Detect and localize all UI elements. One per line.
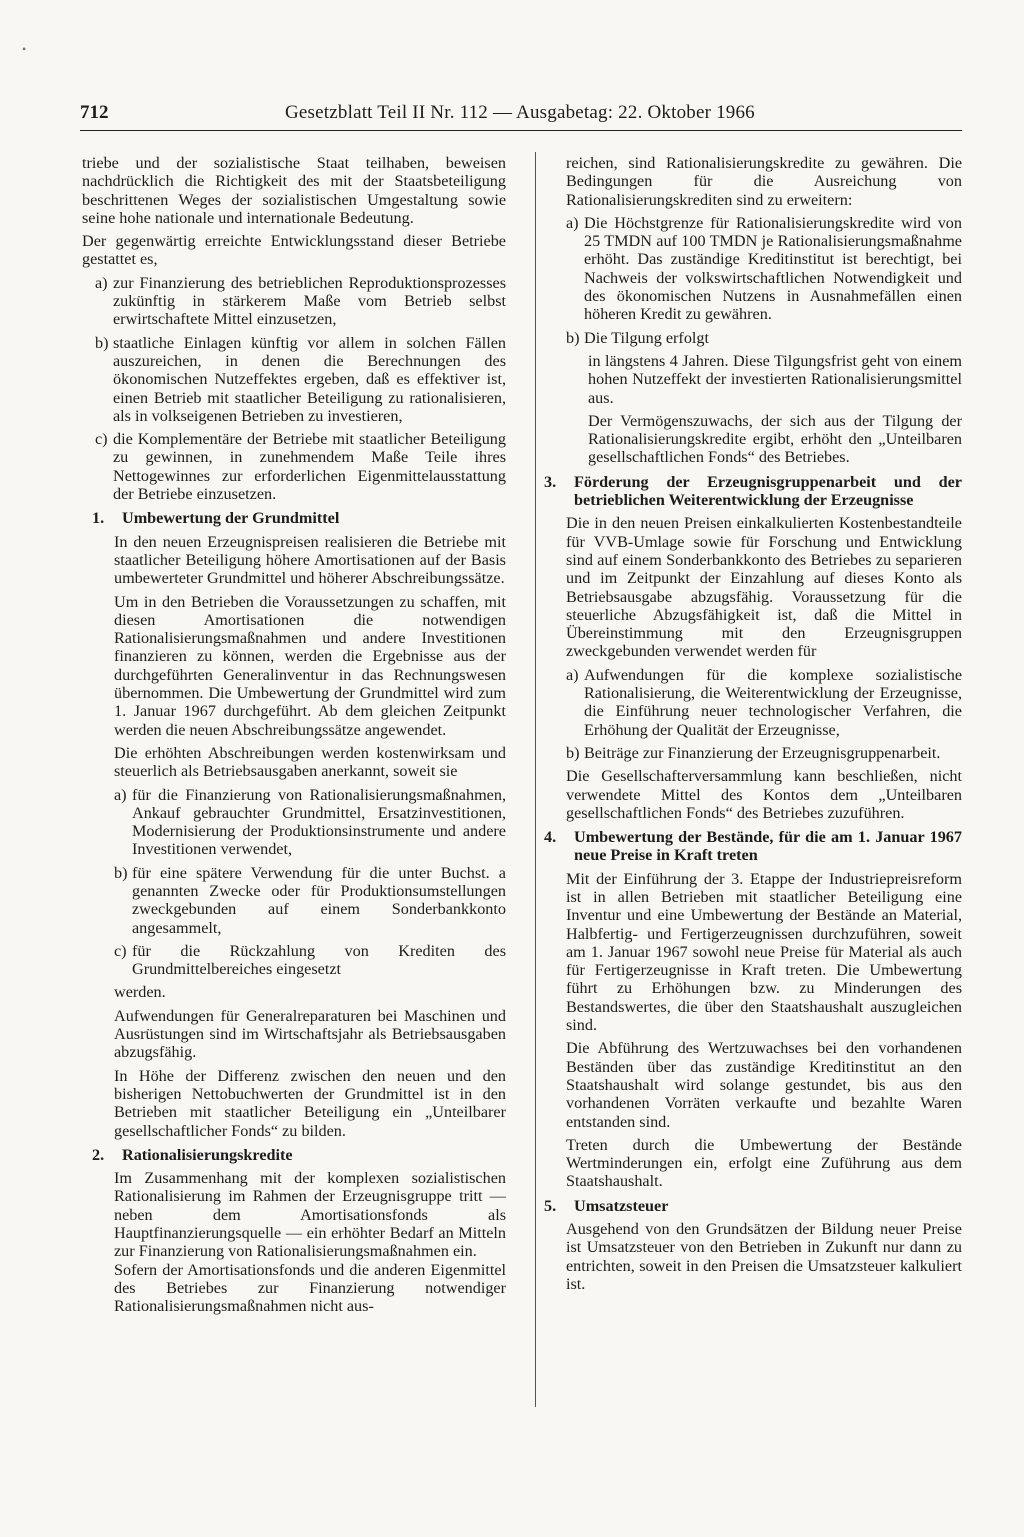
header-title: Gesetzblatt Teil II Nr. 112 — Ausgabetag: 22. Oktober 1966 [285, 102, 755, 123]
right-column [544, 154, 962, 1298]
paragraph: In Höhe der Differenz zwischen den neuen und den bisherigen Nettobuchwerten der Grundmittel ist in den Betrieben mit staatlicher Beteiligung ein „Unteilbarer gesellschaftlicher Fonds“ zu bilden. [114, 1066, 506, 1140]
paragraph: Ausgehend von den Grundsätzen der Bildung neuer Preise ist Umsatzsteuer von den Betrieben in Zukunft nur dann zu entrichten, soweit in den Preisen die Umsatzsteuer kalkuliert ist. [566, 1220, 962, 1293]
paragraph: Mit der Einführung der 3. Etappe der Industriepreisreform ist in allen Betrieben mit staatlicher Beteiligung eine Inventur und eine Umbewertung der Bestände an Material, Halbfertig- und Fertigerzeugnissen durchzuführen, soweit am 1. Januar 1967 sowohl neue Preise für Material als auch für Fertigerzeugnisse in Kraft treten. Die Umbewertung führt zu Erhöhungen bzw. zu Minderungen des Bestandswertes, die über den Staatshaushalt auszugleichen sind. [566, 869, 962, 1035]
intro-paragraph: triebe und der sozialistische Staat teilhaben, beweisen nachdrücklich die Richtigkeit des mit der Staatsbeteiligung beschrittenen Weges der sozialistischen Umgestaltung sowie seine hohe nationale und internationale Bedeutung. [82, 154, 506, 227]
column-divider [535, 152, 536, 1407]
paragraph: Um in den Betrieben die Voraussetzungen zu schaffen, mit diesen Amortisationen die notwendigen Rationalisierungsmaßnahmen und andere Investitionen finanzieren zu können, werden die Ergebnisse aus der durchgeführten Generalinventur in das Rechnungswesen übernommen. Die Umbewertung der Grundmittel wird zum 1. Januar 1967 durchgeführt. Ab dem gleichen Zeitpunkt werden die neuen Abschreibungssätze angewendet. [114, 592, 506, 739]
paragraph: Sofern der Amortisationsfonds und die anderen Eigenmittel des Betriebes zur Finanzierung notwendiger Rationalisierungsmaßnahmen nicht aus- [114, 1260, 506, 1316]
page-number: 712 [80, 102, 109, 123]
list-item: c) für die Rückzahlung von Krediten des Grundmittelbereiches eingesetzt [114, 941, 506, 979]
paragraph: Treten durch die Umbewertung der Bestände Wertminderungen ein, erfolgt eine Zuführung aus dem Staatshaushalt. [566, 1135, 962, 1191]
section-4 [544, 828, 962, 1191]
section-heading: 2. Rationalisierungskredite [92, 1145, 293, 1164]
paragraph: Aufwendungen für Generalreparaturen bei Maschinen und Ausrüstungen sind im Wirtschaftsjahr als Betriebsausgaben abzugsfähig. [114, 1006, 506, 1062]
list-item: a) zur Finanzierung des betrieblichen Reproduktionsprozesses zukünftig in stärkerem Maße vom Betrieb selbst erwirtschaftete Mittel einzusetzen, [95, 273, 506, 329]
section-2 [82, 1146, 506, 1316]
paragraph: Die Abführung des Wertzuwachses bei den vorhandenen Beständen über das zuständige Kreditinstitut an den Staatshaushalt wird solange gestundet, bis aus den vorhandenen Vorräten verkaufte und bezahlte Waren entstanden sind. [566, 1039, 962, 1131]
paragraph: reichen, sind Rationalisierungskredite zu gewähren. Die Bedingungen für die Ausreichung von Rationalisierungskrediten sind zu erweitern: [566, 154, 962, 209]
list-item: b) Die Tilgung erfolgt [566, 328, 710, 347]
list-item: b) staatliche Einlagen künftig vor allem in solchen Fällen auszureichen, in denen die Berechnungen des ökonomischen Nutzeffektes ergeben, daß es effektiver ist, einen Betrieb mit staatlicher Beteiligung zu rationalisieren, als in volkseigenen Betrieben zu investieren, [95, 333, 506, 425]
section-heading: 4. Umbewertung der Bestände, für die am 1. Januar 1967 neue Preise in Kraft treten [544, 828, 962, 865]
paragraph: werden. [114, 983, 166, 1002]
paragraph: Die in den neuen Preisen einkalkulierten Kostenbestandteile für VVB-Umlage sowie für Forschung und Entwicklung sind auf einem Sonderbankkonto des Betriebes zu separieren und im Zeitpunkt der Einzahlung auf dieses Konto als Betriebsausgabe abzugsfähig. Voraussetzung für die steuerliche Abzugsfähigkeit ist, daß die Mittel in Übereinstimmung mit den Erzeugnisgruppen zweckgebunden verwendet werden für [566, 514, 962, 661]
paragraph: Die Gesellschafterversammlung kann beschließen, nicht verwendete Mittel des Kontos dem „Unteilbaren gesellschaftlichen Fonds“ des Betriebes zuzuführen. [566, 767, 962, 822]
left-column [82, 154, 506, 1321]
page-header [80, 100, 962, 131]
list-item: b) Beiträge zur Finanzierung der Erzeugnisgruppenarbeit. [566, 743, 941, 762]
section-3 [544, 472, 962, 822]
section-5 [544, 1196, 962, 1293]
section-body [114, 1169, 506, 1315]
paragraph: Der gegenwärtig erreichte Entwicklungsstand dieser Betriebe gestattet es, [82, 232, 506, 269]
paragraph: Der Vermögenszuwachs, der sich aus der Tilgung der Rationalisierungskredite ergibt, erhöht den „Unteilbaren gesellschaftlichen Fonds“ des Betriebes. [588, 411, 962, 467]
paragraph: In den neuen Erzeugnispreisen realisieren die Betriebe mit staatlicher Beteiligung höhere Amortisationen auf der Basis umbewerteter Grundmittel und höherer Abschreibungssätze. [114, 532, 506, 588]
section-heading: 1. Umbewertung der Grundmittel [92, 509, 340, 528]
section-heading: 5. Umsatzsteuer [544, 1196, 669, 1215]
section-body [114, 533, 506, 1140]
paragraph: Die erhöhten Abschreibungen werden kostenwirksam und steuerlich als Betriebsausgaben anerkannt, soweit sie [114, 743, 506, 781]
list-item: b) für eine spätere Verwendung für die unter Buchst. a genannten Zwecke oder für Produktionsumstellungen zweckgebunden auf einem Sonderbankkonto angesammelt, [114, 863, 506, 937]
section-heading: 3. Förderung der Erzeugnisgruppenarbeit und der betrieblichen Weiterentwicklung der Erzeugnisse [544, 472, 962, 510]
section-1 [82, 509, 506, 1140]
scan-mark: • [22, 42, 27, 56]
list-item: a) Aufwendungen für die komplexe sozialistische Rationalisierung, die Weiterentwicklung der Erzeugnisse, die Einführung neuer technologischer Verfahren, die Erhöhung der Qualität der Erzeugnisse, [566, 665, 962, 739]
paragraph: Im Zusammenhang mit der komplexen sozialistischen Rationalisierung im Rahmen der Erzeugnisgruppe tritt — neben dem Amortisationsfonds als Hauptfinanzierungsquelle — ein erhöhter Bedarf an Mitteln zur Finanzierung von Rationalisierungsmaßnahmen ein. [114, 1169, 506, 1261]
list-item: a) für die Finanzierung von Rationalisierungsmaßnahmen, Ankauf gebrauchter Grundmittel, Ersatzinvestitionen, Modernisierung der Produktionsinstrumente und andere Investitionen verwendet, [114, 785, 506, 859]
list-item: c) die Komplementäre der Betriebe mit staatlicher Beteiligung zu gewinnen, in zunehmendem Maße Teile ihres Nettogewinnes zur erforderlichen Eigenmittelausstattung der Betriebe einzusetzen. [95, 430, 506, 504]
list-item: a) Die Höchstgrenze für Rationalisierungskredite wird von 25 TMDN auf 100 TMDN je Rationalisierungsmaßnahme erhöht. Das zuständige Kreditinstitut ist berechtigt, bei Nachweis der volkswirtschaftlichen Notwendigkeit und des ökonomischen Nutzens in Ausnahmefällen einen höheren Kredit zu gewähren. [566, 213, 962, 324]
paragraph: in längstens 4 Jahren. Diese Tilgungsfrist geht von einem hohen Nutzeffekt der investierten Rationalisierungsmittel aus. [588, 351, 962, 407]
